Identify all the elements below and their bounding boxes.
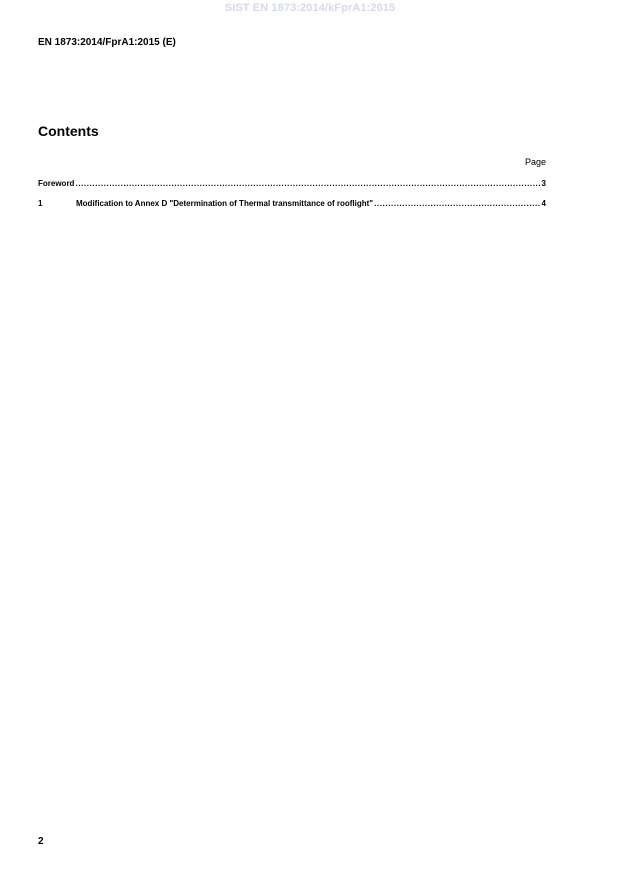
contents-heading: Contents xyxy=(38,123,99,139)
toc-entry-foreword[interactable] xyxy=(38,178,546,189)
page-number: 2 xyxy=(38,836,44,847)
toc-entry-page: 4 xyxy=(541,199,546,208)
toc-entry-title: Foreword xyxy=(38,179,75,188)
toc-dot-leader xyxy=(374,198,540,209)
watermark-text: SIST EN 1873:2014/kFprA1:2015 xyxy=(224,2,396,14)
toc-entry-title: Modification to Annex D "Determination of Thermal transmittance of rooflight" xyxy=(76,199,374,208)
document-id-header: EN 1873:2014/FprA1:2015 (E) xyxy=(38,37,176,48)
toc-dot-leader xyxy=(75,178,540,189)
toc-entry-modification-annex-d[interactable] xyxy=(38,198,546,209)
table-of-contents xyxy=(38,178,546,218)
toc-entry-number: 1 xyxy=(38,199,43,208)
toc-entry-page: 3 xyxy=(541,179,546,188)
page-column-label: Page xyxy=(524,157,546,167)
